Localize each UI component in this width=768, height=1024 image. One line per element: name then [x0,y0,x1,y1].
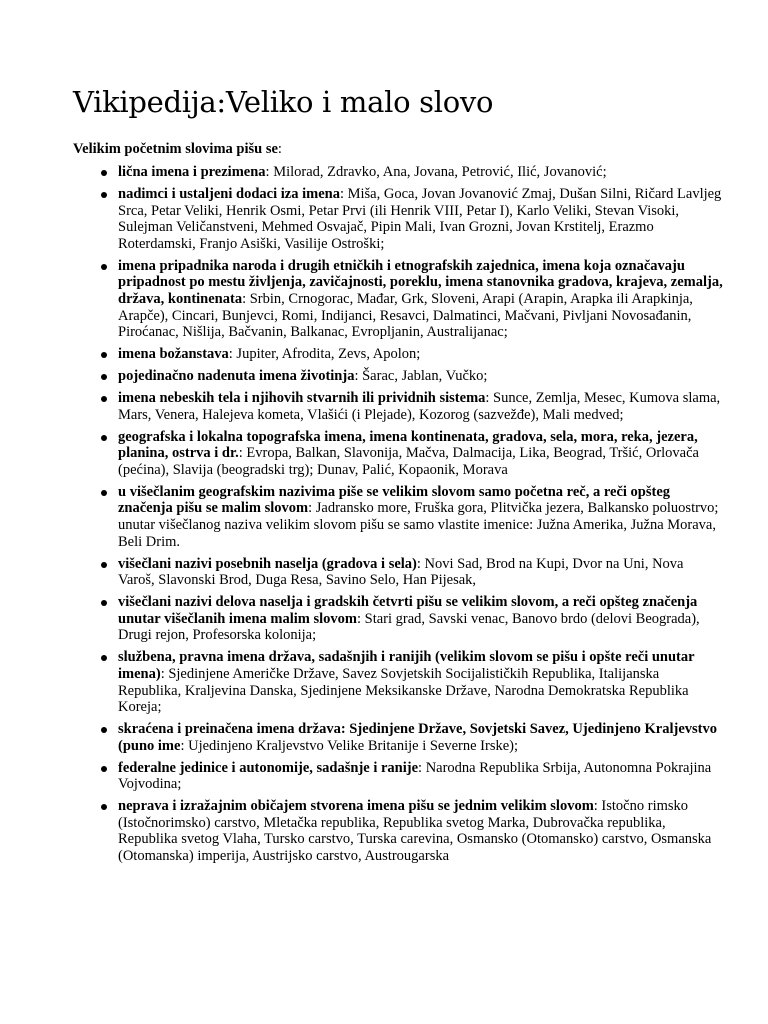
bullet-icon [101,804,107,810]
item-bold-text: imena božanstava [118,346,229,363]
list-item [73,368,723,385]
item-rest-text: : Miša, Goca, Jovan Jovanović Zmaj, Dušan Silni, Ričard Lavljeg Srca, Petar Veliki, Henrik Osmi, Petar Prvi (ili Henrik VIII, Petar I), Karlo Veliki, Stevan Visoki, Sulejman Veličanstveni, Mehmed Osvajač, Pipin Mali, Ivan Grozni, Jovan Krstitelj, Erazmo Roterdamski, Franjo Asiški, Vasilije Ostroški; [118,185,722,252]
intro-paragraph [73,141,282,158]
item-rest-text: : Jadransko more, Fruška gora, Plitvička jezera, Balkansko poluostrvo; unutar višečlanog naziva velikim slovom pišu se samo vlastite imenice: Južna Amerika, Južna Morava, Beli Drim. [118,500,719,550]
item-bold-text: u višečlanim geografskim nazivima piše se velikim slovom samo početna reč, a reči opšteg značenja pišu se malim slovom [118,483,671,517]
item-bold-text: neprava i izražajnim običajem stvorena imena pišu se jednim velikim slovom [118,798,594,815]
item-rest-text: : Stari grad, Savski venac, Banovo brdo (delovi Beograda), Drugi rejon, Profesorska kolonija; [118,610,700,644]
bullet-icon [101,766,107,772]
item-rest-text: : Jupiter, Afrodita, Zevs, Apolon; [228,346,421,363]
item-bold-text: imena pripadnika naroda i drugih etničkih i etnografskih zajednica, imena koja označavaju pripadnost po mestu življenja, zavičajnosti, poreklu, imena stanovnika gradova, krajeva, zemalja, država, kontinenata [118,257,723,307]
page-title: Vikipedija:Veliko i malo slovo [73,85,494,119]
list-item [73,556,723,589]
item-bold-text: službena, pravna imena država, sadašnjih i ranijih (velikim slovom se pišu i opšte reči unutar imena) [118,649,695,682]
list-item [73,649,723,715]
list-item [73,186,723,252]
bullet-icon [101,600,107,606]
bullet-icon [101,264,107,270]
bullet-icon [101,374,107,380]
item-rest-text: : Narodna Republika Srbija, Autonomna Pokrajina Vojvodina; [118,759,712,793]
list-item [73,346,723,363]
item-rest-text: : Sunce, Zemlja, Mesec, Kumova slama, Mars, Venera, Halejeva kometa, Vlašići (i Plejade), Kozorog (sazvežđe), Mali medved; [118,390,721,423]
bullet-icon [101,192,107,198]
list-item [73,258,723,341]
item-bold-text: lična imena i prezimena [118,164,266,180]
item-bold-text: skraćena i preinačena imena država: Sjedinjene Države, Sovjetski Savez, Ujedinjeno Kraljevstvo (puno ime [118,721,717,754]
item-bold-text: nadimci i ustaljeni dodaci iza imena [118,185,340,202]
item-rest-text: : Sjedinjene Američke Države, Savez Sovjetskih Socijalističkih Republika, Italijanska Republika, Kraljevina Danska, Sjedinjene Meksikanske Države, Narodna Demokratska Republika Koreja; [118,665,689,716]
list-item [73,721,723,754]
bullet-icon [101,727,107,733]
item-bold-text: geografska i lokalna topografska imena, imena kontinenata, gradova, sela, mora, reka, jezera, planina, ostrva i dr. [118,428,698,462]
bullet-icon [101,435,107,441]
bullet-icon [101,170,107,176]
intro-bold: Velikim početnim slovima pišu se [73,141,278,157]
list-item [73,798,723,864]
list-item [73,390,723,423]
bullet-icon [101,490,107,496]
item-rest-text: : Šarac, Jablan, Vučko; [354,368,488,385]
item-bold-text: federalne jedinice i autonomije, sadašnje i ranije [118,759,419,776]
item-bold-text: pojedinačno nadenuta imena životinja [118,368,355,385]
item-bold-text: višečlani nazivi posebnih naselja (gradova i sela) [118,555,417,572]
bullet-icon [101,352,107,358]
list-item [73,484,723,550]
list-item [73,760,723,793]
bullet-icon [101,562,107,568]
item-rest-text: : Srbin, Crnogorac, Mađar, Grk, Sloveni, Arapi (Arapin, Arapka ili Arapkinja, Arapče), Cincari, Bunjevci, Romi, Indijanci, Resavci, Dalmatinci, Mačvani, Pivljani Novosađanin, Piroćanac, Nišlija, Bačvanin, Balkanac, Evropljanin, Australijanac; [118,290,693,341]
item-rest-text: : Milorad, Zdravko, Ana, Jovana, Petrović, Ilić, Jovanović; [265,164,607,180]
item-bold-text: višečlani nazivi delova naselja i gradskih četvrti pišu se velikim slovom, a reči opšteg značenja unutar višečlanih imena malim slovom [118,594,698,627]
bullet-icon [101,396,107,402]
rules-list [73,164,723,870]
item-rest-text: : Istočno rimsko (Istočnorimsko) carstvo, Mletačka republika, Republika svetog Marka, Dubrovačka republika, Republika svetog Vlaha, Tursko carstvo, Turska carevina, Osmansko (Otomansko) carstvo, Osmanska (Otomanska) imperija, Austrijsko carstvo, Austrougarska [118,798,712,865]
item-rest-text: : Evropa, Balkan, Slavonija, Mačva, Dalmacija, Lika, Beograd, Tršić, Orlovača (pećina), Slavija (beogradski trg); Dunav, Palić, Kopaonik, Morava [118,445,699,478]
item-rest-text: : Novi Sad, Brod na Kupi, Dvor na Uni, Nova Varoš, Slavonski Brod, Duga Resa, Savino Selo, Han Pijesak, [118,555,684,589]
list-item [73,164,723,181]
list-item [73,594,723,644]
bullet-icon [101,655,107,661]
intro-rest: : [277,141,282,157]
list-item [73,429,723,479]
item-bold-text: imena nebeskih tela i njihovih stvarnih ili prividnih sistema [118,390,486,407]
item-rest-text: : Ujedinjeno Kraljevstvo Velike Britanije i Severne Irske); [180,737,519,754]
